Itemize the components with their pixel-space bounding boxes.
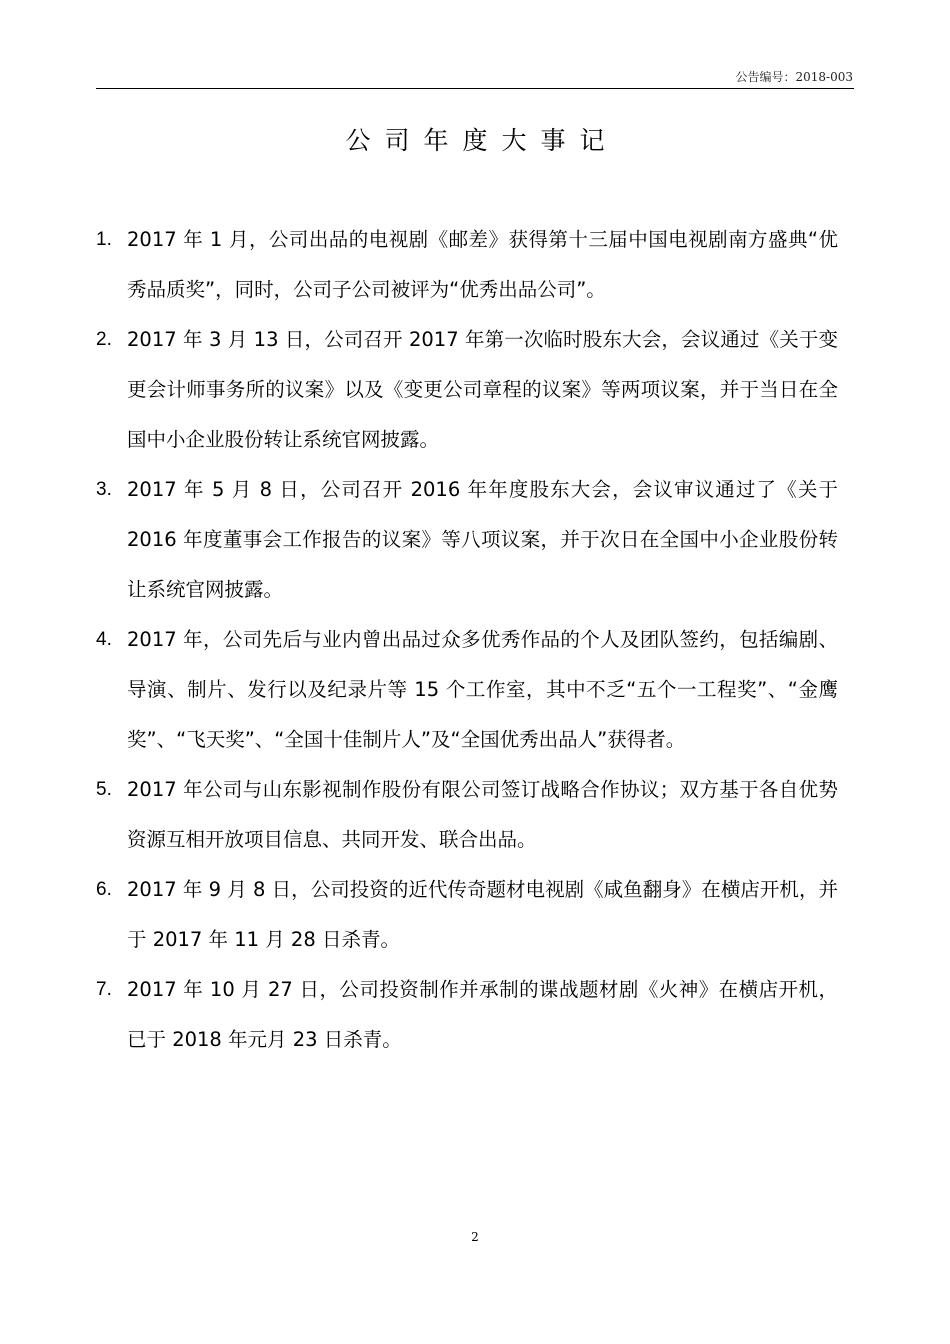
list-item-number: 5. [96,779,112,800]
list-item-text: 2017 年 1 月，公司出品的电视剧《邮差》获得第十三届中国电视剧南方盛典“优秀品质奖”，同时，公司子公司被评为“优秀出品公司”。 [127,228,838,301]
list-item-number: 7. [96,979,112,1000]
list-item-text: 2017 年 5 月 8 日，公司召开 2016 年年度股东大会，会议审议通过了《关于 2016 年度董事会工作报告的议案》等八项议案，并于次日在全国中小企业股份转让系统官网披露。 [127,478,838,601]
list-item-number: 6. [96,879,112,900]
list-item [96,315,838,465]
list-item-number: 4. [96,629,112,650]
events-list [96,215,838,1065]
list-item [96,965,838,1065]
list-item [96,615,838,765]
list-item [96,765,838,865]
list-item [96,465,838,615]
list-item-text: 2017 年，公司先后与业内曾出品过众多优秀作品的个人及团队签约，包括编剧、导演、制片、发行以及纪录片等 15 个工作室，其中不乏“五个一工程奖”、“金鹰奖”、“飞天奖”、“全国十佳制片人”及“全国优秀出品人”获得者。 [127,628,838,751]
announcement-code: 公告编号：2018-003 [735,70,853,84]
list-item-text: 2017 年 3 月 13 日，公司召开 2017 年第一次临时股东大会，会议通过《关于变更会计师事务所的议案》以及《变更公司章程的议案》等两项议案，并于当日在全国中小企业股份转让系统官网披露。 [127,328,838,451]
list-item-number: 2. [96,329,112,350]
list-item-number: 1. [96,229,112,250]
list-item-text: 2017 年 9 月 8 日，公司投资的近代传奇题材电视剧《咸鱼翻身》在横店开机，并于 2017 年 11 月 28 日杀青。 [127,878,838,951]
list-item-text: 2017 年 10 月 27 日，公司投资制作并承制的谍战题材剧《火神》在横店开机，已于 2018 年元月 23 日杀青。 [127,978,838,1051]
list-item [96,865,838,965]
list-item [96,215,838,315]
header-divider [96,88,854,89]
page-title: 公司年度大事记 [345,126,619,155]
page-number: 2 [471,1230,479,1244]
list-item-number: 3. [96,479,112,500]
list-item-text: 2017 年公司与山东影视制作股份有限公司签订战略合作协议；双方基于各自优势资源互相开放项目信息、共同开发、联合出品。 [127,778,838,851]
